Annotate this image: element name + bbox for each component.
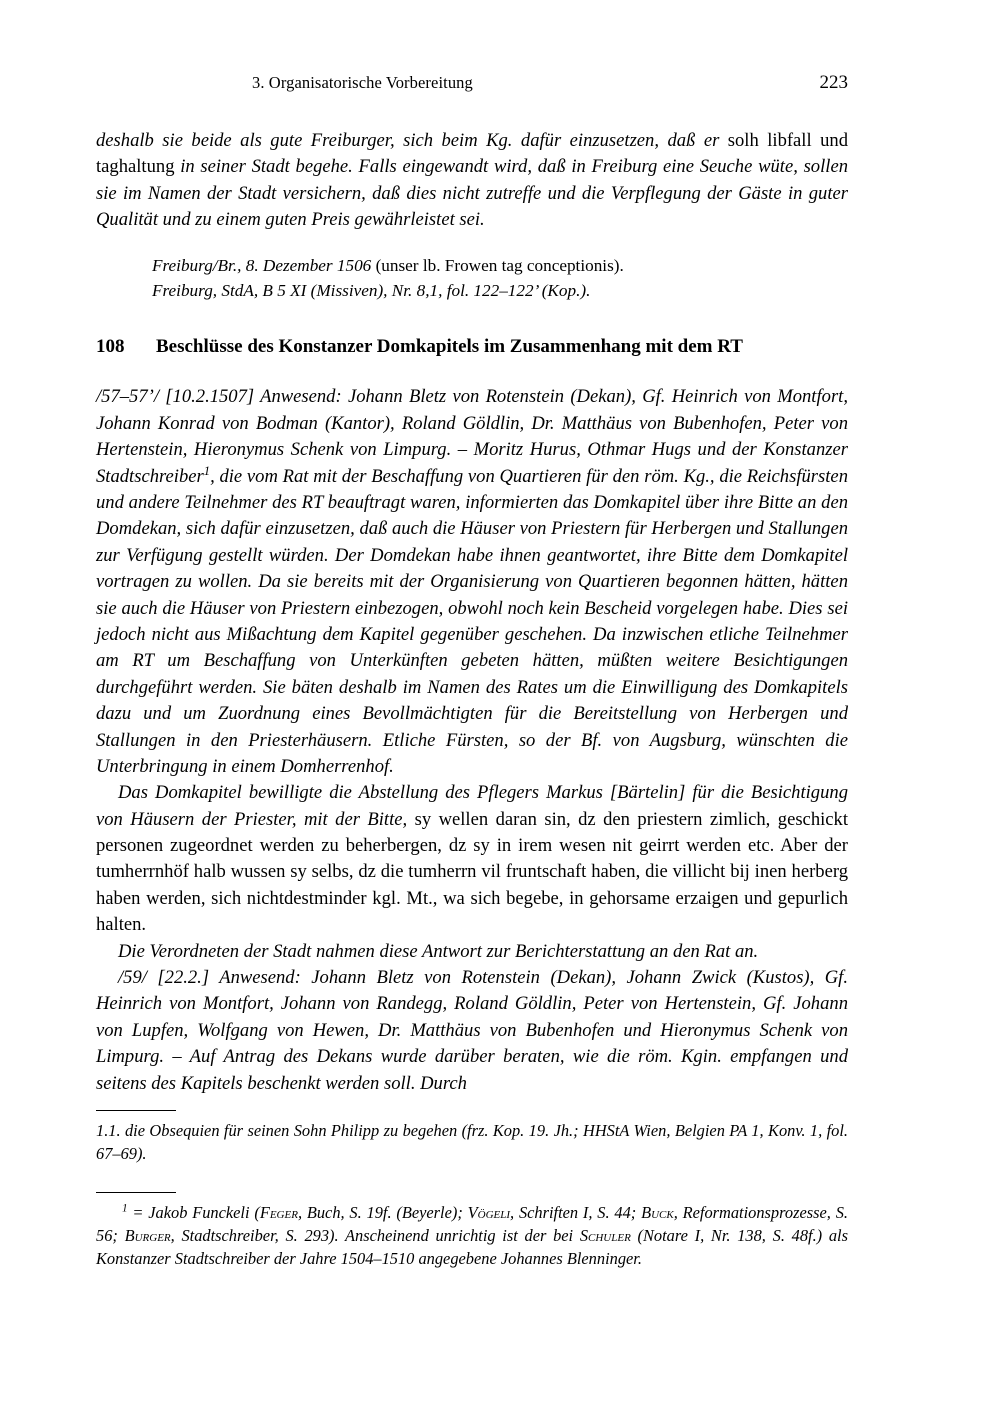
footnote-b-2: , Buch, S. 19f. (Beyerle); <box>297 1202 468 1222</box>
source-block <box>152 254 848 304</box>
page-number: 223 <box>819 72 848 93</box>
intro-part3: in seiner Stadt begehe. Falls eingewandt wird, daß in Freiburg eine Seuche wüte, sollen sie im Namen der Stadt versichern, daß dies nicht zutreffe und die Verpflegung der Gäste in guter Qualität und zu einem guten Preis gewährleistet sei. <box>96 156 848 231</box>
footnote-rule-second <box>96 1192 176 1193</box>
paragraph-2 <box>96 780 848 938</box>
source-date: Freiburg/Br., 8. Dezember 1506 <box>152 255 372 275</box>
paragraph-3: Die Verordneten der Stadt nahmen diese Antwort zur Berichterstattung an den Rat an. <box>118 940 759 962</box>
footnote-b-4: , Reformationsprozesse, S. 56; <box>96 1202 848 1245</box>
section-number: 108 <box>96 336 125 358</box>
source-date-note: (unser lb. Frowen tag conceptionis). <box>371 255 624 275</box>
paragraph-1-b: , die vom Rat mit der Beschaffung von Quartieren für den röm. Kg., die Reichsfürsten und andere Teilnehmer des RT beauftragt waren, informierten das Domkapitel über ihre Bitte an den Domdekan, sich dafür einzusetzen, daß auch die Häuser von Priestern für Herbergen und Stallungen zur Verfügung gestellt würden. Der Domdekan habe ihnen geantwortet, ihre Bitte dem Domkapitel vortragen zu wollen. Da sie bereits mit der Organisierung von Quartieren begonnen hätten, hätten sie auch die Häuser von Priestern einbezogen, obwohl noch kein Bescheid vorgelegen habe. Dies sei jedoch nicht aus Mißachtung dem Kapitel gegenüber geschehen. Da inzwischen etliche Teilnehmer am RT um Beschaffung von Unterkünften gebeten hätten, müßten weitere Besichtigungen durchgeführt werden. Sie bäten deshalb im Namen des Rates um die Einwilligung des Domkapitels dazu und um Zuordnung eines Bevollmächtigten für die Bereitstellung von Herbergen und Stallungen in den Priesterhäusern. Etliche Fürsten, so der Bf. von Augsburg, wünschten die Unterbringung in einem Domherrenhof. <box>96 465 848 777</box>
footnote-marker-1: 1 <box>203 463 211 478</box>
footnote-b-3: , Schriften I, S. 44; <box>510 1202 642 1222</box>
section-heading <box>96 336 848 358</box>
footnote-b-author-1: Feger <box>259 1202 298 1222</box>
footnote-b <box>96 1202 848 1271</box>
footnote-rule-first <box>96 1110 176 1111</box>
footnote-b-author-3: Buck <box>641 1202 674 1222</box>
source-line-2: Freiburg, StdA, B 5 XI (Missiven), Nr. 8,1, fol. 122–122’ (Kop.). <box>152 280 591 300</box>
footnote-b-author-5: Schuler <box>579 1225 631 1245</box>
source-line-1 <box>152 254 848 279</box>
footnote-b-author-2: Vögeli <box>467 1202 511 1222</box>
running-head <box>96 72 848 94</box>
footnote-b-author-4: Burger <box>124 1225 171 1245</box>
paragraph-1-a: /57–57’/ [10.2.1507] Anwesend: Johann Bletz von Rotenstein (Dekan), Gf. Heinrich von Montfort, Johann Konrad von Bodman (Kantor), Roland Göldlin, Dr. Matthäus von Bubenhofen, Peter von Hertenstein, Hieronymus Schenk von Limpurg. – Moritz Hurus, Othmar Hugs und der Konstanzer Stadtschreiber <box>96 386 848 487</box>
paragraph-2-roman: sy wellen daran sin, dz den priestern zimlich, geschickt personen zugeordnet werden zu beherbergen, dz sy in irem wesen nit geirrt werden etc. Aber der tumherrnhöf halb wussen sy selbs, dz die tumherrn vil fruntschaft haben, die villicht bij inen herberg haben werden, sich nichtdestminder kgl. Mt., wa sich begebe, in gehorsame erzaigen und gepurlich halten. <box>96 808 848 936</box>
page-content <box>96 72 848 1097</box>
intro-part2: solh libfall und taghaltung <box>96 130 848 178</box>
paragraph-2-italic: Das Domkapitel bewilligte die Abstellung des Pflegers Markus [Bärtelin] für die Besichtigung von Häusern der Priester, mit der Bitte, <box>96 782 848 830</box>
intro-part1: deshalb sie beide als gute Freiburger, sich beim Kg. dafür einzusetzen, daß er <box>96 130 720 151</box>
footnote-b-5: , Stadtschreiber, S. 293). Anscheinend unrichtig ist der bei <box>170 1225 580 1245</box>
footnotes-area <box>96 1110 848 1271</box>
paragraph-1 <box>96 384 848 780</box>
intro-paragraph <box>96 128 848 234</box>
paragraph-4: /59/ [22.2.] Anwesend: Johann Bletz von Rotenstein (Dekan), Johann Zwick (Kustos), Gf. Heinrich von Montfort, Johann von Randegg, Roland Göldlin, Peter von Hertenstein, Gf. Johann von Lupfen, Wolfgang von Hewen, Dr. Matthäus von Bubenhofen und Hieronymus Schenk von Limpurg. – Auf Antrag des Dekans wurde darüber beraten, wie die röm. Kgin. empfangen und seitens des Kapitels beschenkt werden soll. Durch <box>96 967 848 1094</box>
footnote-b-6: (Notare I, Nr. 138, S. 48f.) als Konstanzer Stadtschreiber der Jahre 1504–1510 angegebene Johannes Blenninger. <box>96 1225 848 1268</box>
running-head-title: 3. Organisatorische Vorbereitung <box>252 73 473 92</box>
footnote-b-marker: 1 <box>122 1202 128 1215</box>
section-title: Beschlüsse des Konstanzer Domkapitels im Zusammenhang mit dem RT <box>156 336 743 358</box>
footnote-a: 1.1. die Obsequien für seinen Sohn Philipp zu begehen (frz. Kop. 19. Jh.; HHStA Wien, Belgien PA 1, Konv. 1, fol. 67–69). <box>96 1121 848 1163</box>
footnote-b-1: = Jakob Funckeli ( <box>127 1202 260 1222</box>
